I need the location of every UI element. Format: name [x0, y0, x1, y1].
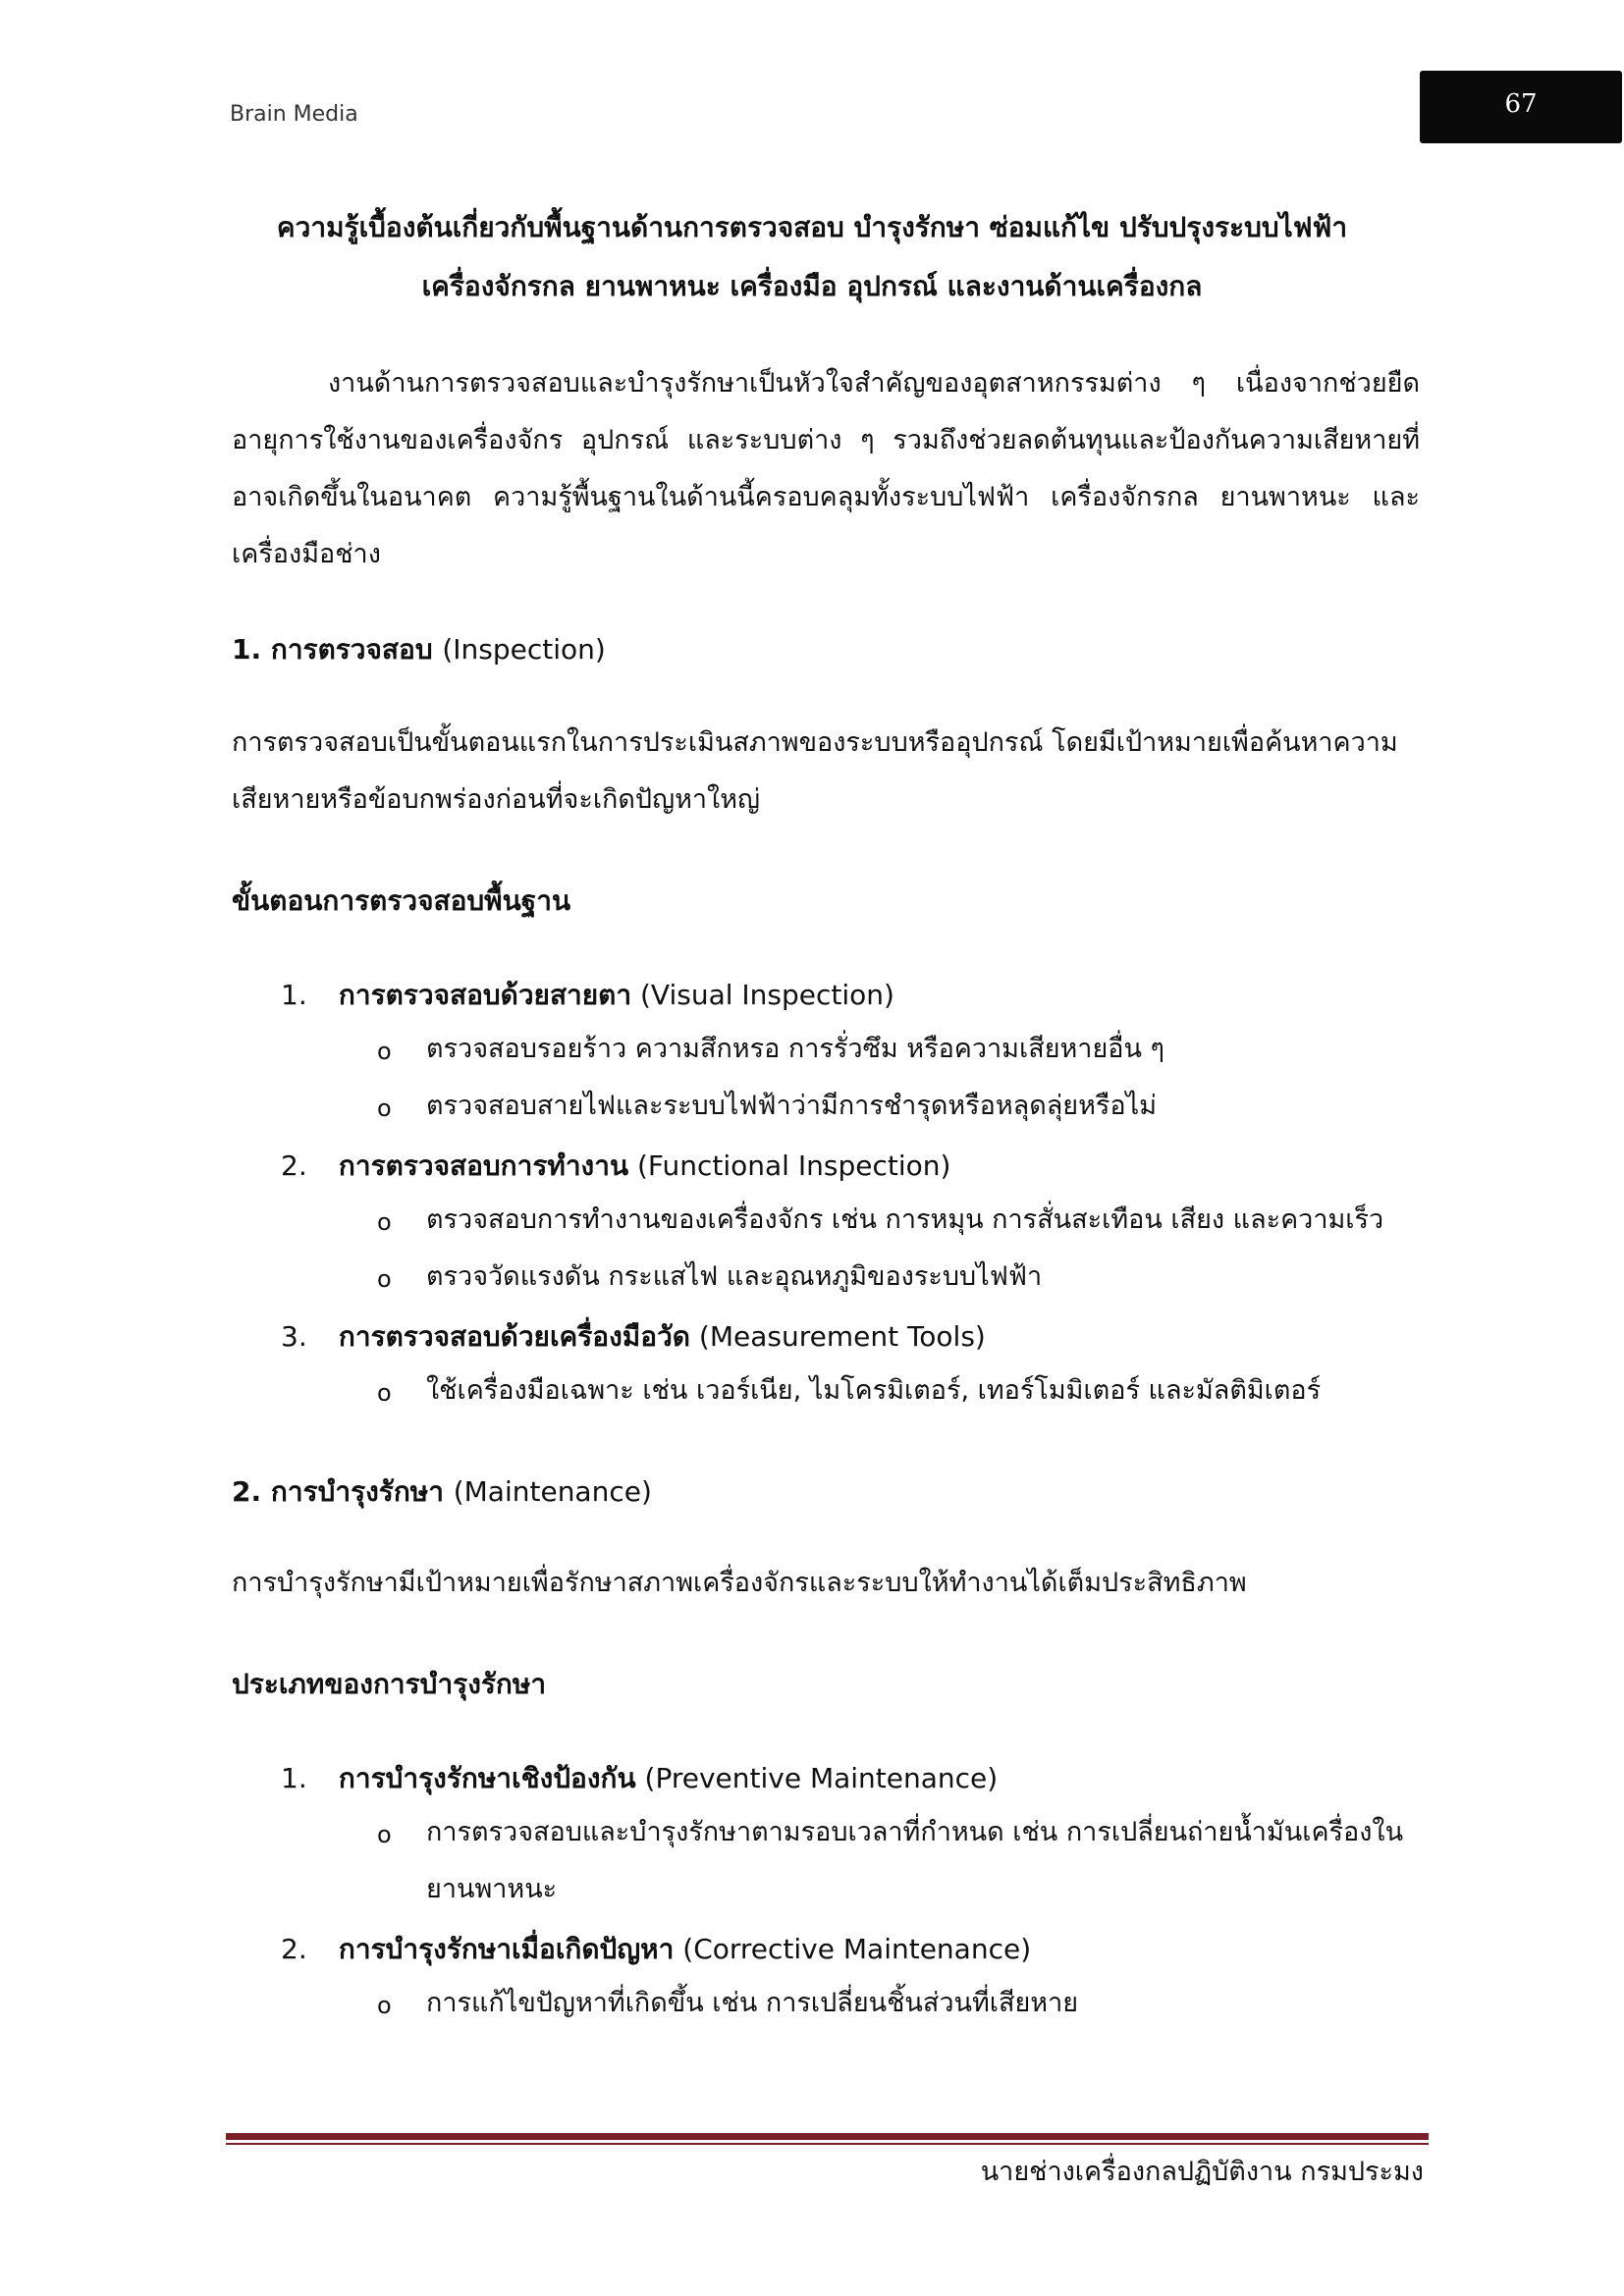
intro-paragraph: งานด้านการตรวจสอบและบำรุงรักษาเป็นหัวใจสำคัญของอุตสาหกรรมต่าง ๆ เนื่องจากช่วยยืดอายุการใช้งานของเครื่องจักร อุปกรณ์ และระบบต่าง ๆ รวมถึงช่วยลดต้นทุนและป้องกันความเสียหายที่อาจเกิดขึ้นในอนาคต ความรู้พื้นฐานในด้านนี้ครอบคลุมทั้งระบบไฟฟ้า เครื่องจักรกล ยานพาหนะ และเครื่องมือช่าง	[232, 368, 1420, 569]
bullet-item	[377, 1804, 1437, 1918]
inspection-item-2	[281, 1145, 950, 1188]
item-title-th: การบำรุงรักษาเมื่อเกิดปัญหา	[338, 1933, 675, 1965]
item-title-en: (Preventive Maintenance)	[644, 1762, 999, 1794]
item-number: 1.	[281, 979, 307, 1011]
bullet-circle-icon: o	[377, 1821, 392, 1848]
item-number: 1.	[281, 1762, 307, 1794]
inspection-item-1	[281, 974, 894, 1017]
item-number: 3.	[281, 1320, 307, 1353]
bullet-item	[377, 1192, 1437, 1249]
bullet-item	[377, 1362, 1437, 1419]
maintenance-item-1	[281, 1757, 998, 1800]
bullet-circle-icon: o	[377, 1208, 392, 1236]
bullet-item	[377, 1249, 1437, 1306]
bullet-circle-icon: o	[377, 1038, 392, 1065]
section-2-heading	[232, 1470, 652, 1514]
bullet-circle-icon: o	[377, 1265, 392, 1293]
page-number: 67	[1420, 71, 1622, 143]
bullet-circle-icon: o	[377, 1992, 392, 2019]
section-1-heading	[232, 628, 606, 671]
bullet-text: ตรวจสอบการทำงานของเครื่องจักร เช่น การหมุน การสั่นสะเทือน เสียง และความเร็ว	[426, 1204, 1384, 1235]
bullet-text: การตรวจสอบและบำรุงรักษาตามรอบเวลาที่กำหนด เช่น การเปลี่ยนถ่ายน้ำมันเครื่องในยานพาหนะ	[426, 1817, 1404, 1904]
item-title-en: (Functional Inspection)	[637, 1149, 951, 1182]
section-1-subheading: ขั้นตอนการตรวจสอบพื้นฐาน	[232, 884, 571, 917]
item-title-en: (Measurement Tools)	[698, 1320, 986, 1353]
item-title-th: การบำรุงรักษาเชิงป้องกัน	[338, 1762, 636, 1794]
maintenance-item-2	[281, 1928, 1031, 1971]
header-brand: Brain Media	[230, 102, 358, 127]
footer-rule	[226, 2133, 1429, 2140]
section-2-body: การบำรุงรักษามีเป้าหมายเพื่อรักษาสภาพเครื่องจักรและระบบให้ทำงานได้เต็มประสิทธิภาพ	[232, 1568, 1247, 1598]
section-2-heading-en: (Maintenance)	[453, 1475, 652, 1508]
section-1-heading-th: 1. การตรวจสอบ	[232, 633, 433, 666]
footer-text: นายช่างเครื่องกลปฏิบัติงาน กรมประมง	[980, 2157, 1424, 2187]
bullet-item	[377, 1021, 1437, 1078]
bullet-circle-icon: o	[377, 1095, 392, 1122]
page-title-line-1: ความรู้เบื้องต้นเกี่ยวกับพื้นฐานด้านการตรวจสอบ บำรุงรักษา ซ่อมแก้ไข ปรับปรุงระบบไฟฟ้า	[276, 211, 1348, 243]
inspection-item-3	[281, 1315, 986, 1359]
bullet-item	[377, 1078, 1437, 1135]
section-1-body: การตรวจสอบเป็นขั้นตอนแรกในการประเมินสภาพของระบบหรืออุปกรณ์ โดยมีเป้าหมายเพื่อค้นหาความเสียหายหรือข้อบกพร่องก่อนที่จะเกิดปัญหาใหญ่	[232, 727, 1398, 815]
bullet-text: ตรวจวัดแรงดัน กระแสไฟ และอุณหภูมิของระบบไฟฟ้า	[426, 1261, 1043, 1292]
bullet-item	[377, 1975, 1437, 2032]
bullet-text: การแก้ไขปัญหาที่เกิดขึ้น เช่น การเปลี่ยนชิ้นส่วนที่เสียหาย	[426, 1988, 1079, 2018]
bullet-text: ตรวจสอบสายไฟและระบบไฟฟ้าว่ามีการชำรุดหรือหลุดลุ่ยหรือไม่	[426, 1091, 1158, 1121]
item-number: 2.	[281, 1933, 307, 1965]
page-title-line-2: เครื่องจักรกล ยานพาหนะ เครื่องมือ อุปกรณ์ และงานด้านเครื่องกล	[421, 270, 1203, 302]
bullet-text: ใช้เครื่องมือเฉพาะ เช่น เวอร์เนีย, ไมโครมิเตอร์, เทอร์โมมิเตอร์ และมัลติมิเตอร์	[426, 1375, 1322, 1406]
item-title-en: (Visual Inspection)	[640, 979, 894, 1011]
section-1-heading-en: (Inspection)	[442, 633, 606, 666]
item-number: 2.	[281, 1149, 307, 1182]
item-title-th: การตรวจสอบด้วยเครื่องมือวัด	[338, 1320, 690, 1353]
bullet-text: ตรวจสอบรอยร้าว ความสึกหรอ การรั่วซึม หรือความเสียหายอื่น ๆ	[426, 1034, 1165, 1064]
item-title-th: การตรวจสอบด้วยสายตา	[338, 979, 632, 1011]
item-title-en: (Corrective Maintenance)	[682, 1933, 1032, 1965]
bullet-circle-icon: o	[377, 1379, 392, 1407]
section-2-subheading: ประเภทของการบำรุงรักษา	[232, 1668, 547, 1700]
item-title-th: การตรวจสอบการทำงาน	[338, 1149, 629, 1182]
section-2-heading-th: 2. การบำรุงรักษา	[232, 1475, 444, 1508]
footer-rule-thin	[226, 2143, 1429, 2145]
